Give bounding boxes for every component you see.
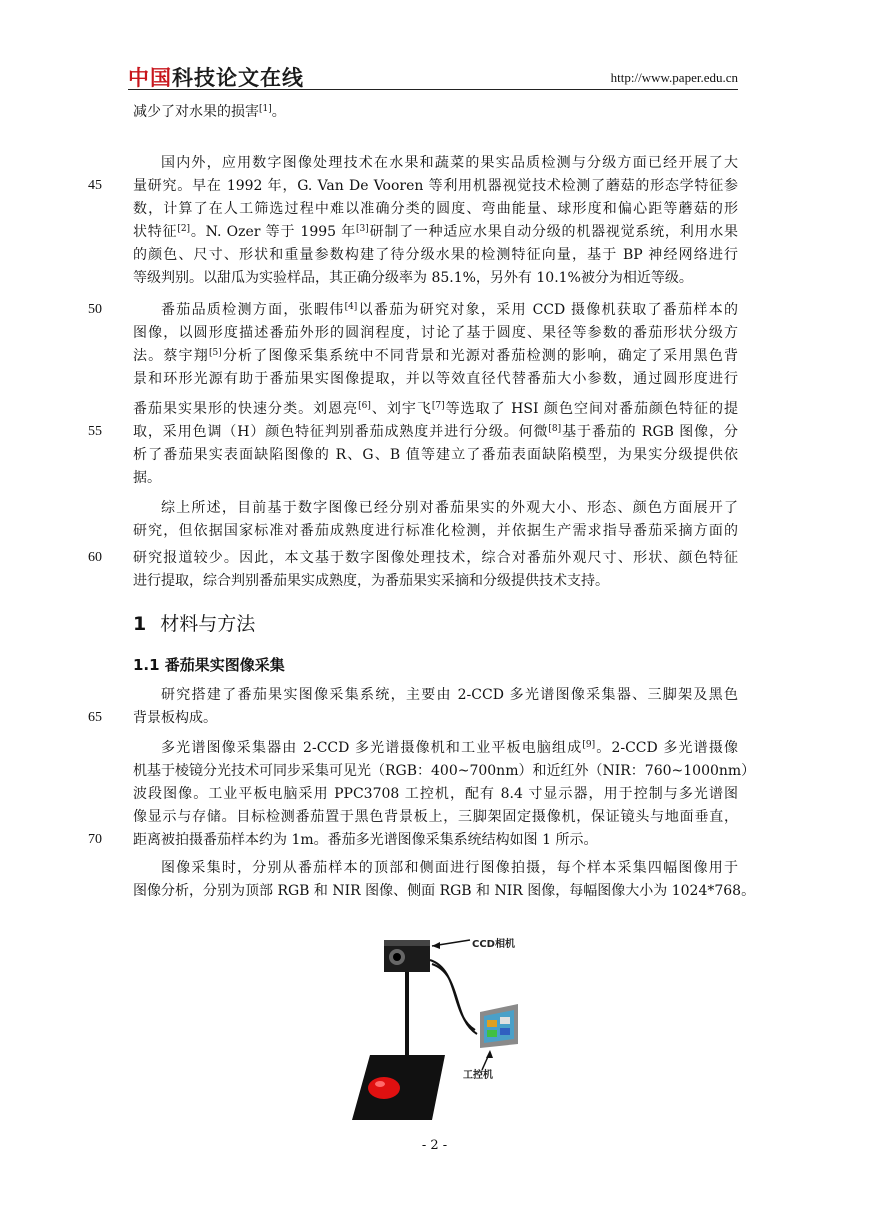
text-line: 量研究。早在 1992 年，G. Van De Vooren 等利用机器视觉技术检测了蘑菇的形态学特征参 [133, 178, 738, 194]
page-number: - 2 - [421, 1138, 448, 1153]
text-line: 多光谱图像采集器由 2-CCD 多光谱摄像机和工业平板电脑组成[9]。2-CCD 多光谱摄像 [161, 740, 738, 756]
line-number: 70 [88, 832, 102, 847]
text-line: 研究，但依据国家标准对番茄成熟度进行标准化检测，并依据生产需求指导番茄采摘方面的 [133, 523, 738, 539]
journal-logo: 中国科技论文在线 [128, 66, 304, 90]
pc-label: 工控机 [463, 1070, 493, 1081]
text-line: 景和环形光源有助于番茄果实图像提取，并以等效直径代替番茄大小参数，通过圆形度进行 [133, 371, 738, 387]
text-line: 综上所述，目前基于数字图像已经分别对番茄果实的外观大小、形态、颜色方面展开了 [161, 500, 738, 516]
text-line: 的颜色、尺寸、形状和重量参数构建了待分级水果的检测特征向量，基于 BP 神经网络进行 [133, 247, 738, 263]
text-line: 机基于棱镜分光技术可同步采集可见光（RGB：400~700nm）和近红外（NIR：760~1000nm） [133, 763, 756, 779]
text-line: 减少了对水果的损害[1]。 [133, 104, 286, 120]
text-line: 距离被拍摄番茄样本约为 1m。番茄多光谱图像采集系统结构如图 1 所示。 [133, 832, 598, 848]
text-line: 番茄品质检测方面，张暇伟[4]以番茄为研究对象，采用 CCD 摄像机获取了番茄样本的 [161, 302, 738, 318]
tripod-pole [405, 968, 409, 1078]
section-heading: 1 材料与方法 [133, 613, 256, 635]
figure-1-illustration [340, 920, 570, 1120]
camera-cable [430, 960, 475, 1030]
text-line: 取，采用色调（H）颜色特征判别番茄成熟度并进行分级。何微[8]基于番茄的 RGB 图像，分 [133, 424, 738, 440]
text-line: 据。 [133, 470, 161, 486]
subsection-heading: 1.1 番茄果实图像采集 [133, 656, 285, 674]
text-line: 状特征[2]。N. Ozer 等于 1995 年[3]研制了一种适应水果自动分级的机器视觉系统，利用水果 [133, 224, 738, 240]
text-line: 数，计算了在人工筛选过程中难以准确分类的圆度、弯曲能量、球形度和偏心距等蘑菇的形 [133, 201, 738, 217]
text-line: 背景板构成。 [133, 710, 217, 726]
text-line: 图像，以圆形度描述番茄外形的圆润程度，讨论了基于圆度、果径等参数的番茄形状分级方 [133, 325, 738, 341]
line-number: 65 [88, 710, 102, 725]
text-line: 国内外，应用数字图像处理技术在水果和蔬菜的果实品质检测与分级方面已经开展了大 [161, 155, 738, 171]
text-line: 研究报道较少。因此，本文基于数字图像处理技术，综合对番茄外观尺寸、形状、颜色特征 [133, 550, 738, 566]
text-line: 研究搭建了番茄果实图像采集系统，主要由 2-CCD 多光谱图像采集器、三脚架及黑色 [161, 687, 738, 703]
text-line: 图像采集时，分别从番茄样本的顶部和侧面进行图像拍摄，每个样本采集四幅图像用于 [161, 860, 738, 876]
header-url[interactable]: http://www.paper.edu.cn [610, 70, 738, 85]
line-number: 50 [88, 302, 102, 317]
text-line: 波段图像。工业平板电脑采用 PPC3708 工控机，配有 8.4 寸显示器，用于控制与多光谱图 [133, 786, 738, 802]
text-line: 法。蔡宇翔[5]分析了图像采集系统中不同背景和光源对番茄检测的影响，确定了采用黑色背 [133, 348, 739, 364]
header-rule [128, 89, 738, 90]
text-line: 图像分析，分别为顶部 RGB 和 NIR 图像、侧面 RGB 和 NIR 图像，每幅图像大小为 1024*768。 [133, 883, 756, 899]
text-line: 像显示与存储。目标检测番茄置于黑色背景板上，三脚架固定摄像机，保证镜头与地面垂直， [133, 809, 738, 825]
line-number: 55 [88, 424, 102, 439]
text-line: 番茄果实果形的快速分类。刘恩亮[6]、刘宇飞[7]等选取了 HSI 颜色空间对番茄颜色特征的提 [133, 401, 739, 417]
text-line: 进行提取，综合判别番茄果实成熟度，为番茄果实采摘和分级提供技术支持。 [133, 573, 609, 589]
line-number: 45 [88, 178, 102, 193]
camera-label: CCD相机 [472, 939, 515, 950]
text-line: 等级判别。以甜瓜为实验样品，其正确分级率为 85.1%，另外有 10.1%被分为相近等级。 [133, 270, 693, 286]
line-number: 60 [88, 550, 102, 565]
text-line: 析了番茄果实表面缺陷图像的 R、G、B 值等建立了番茄表面缺陷模型，为果实分级提供依 [133, 447, 738, 463]
tomato-sample [368, 1077, 400, 1099]
